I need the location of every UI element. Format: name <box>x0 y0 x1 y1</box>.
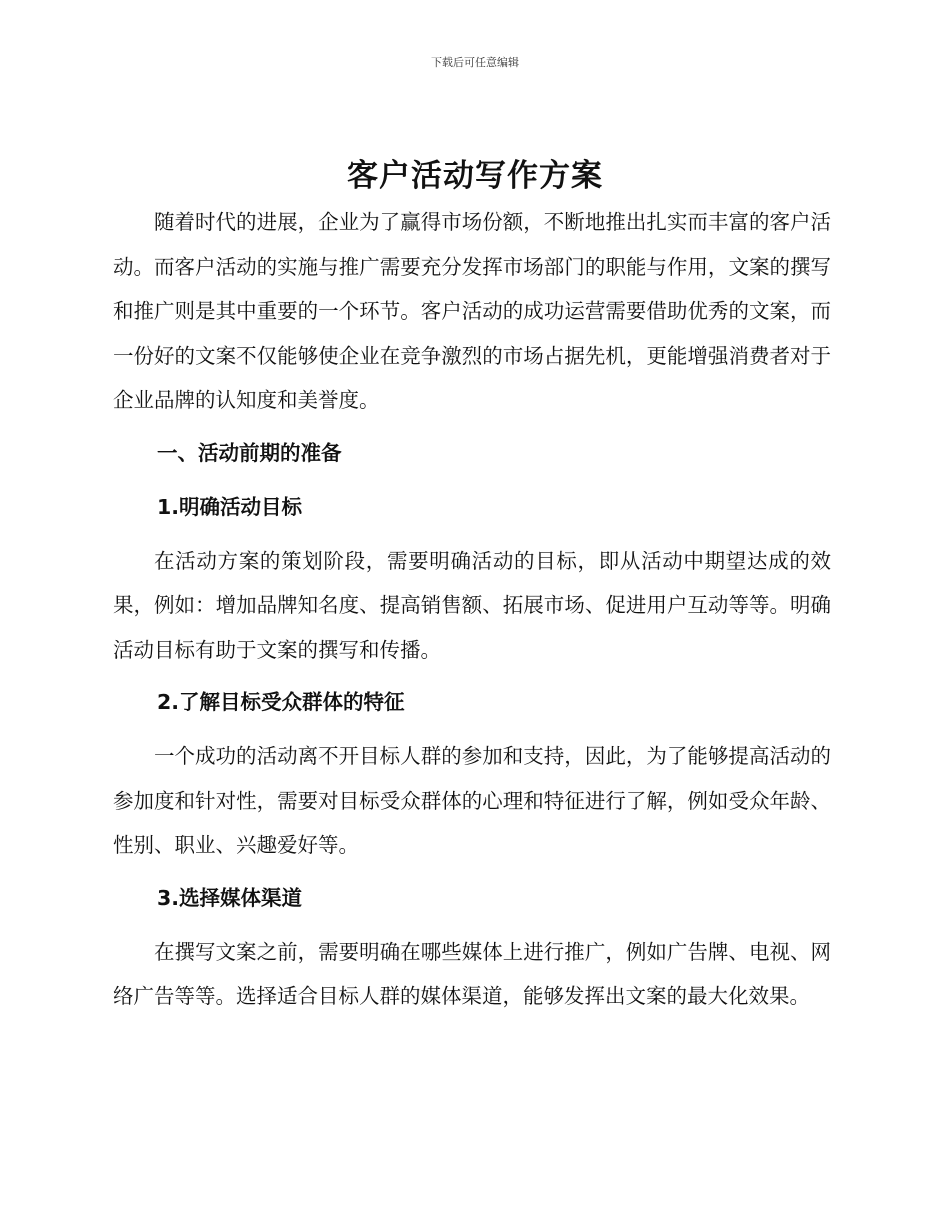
subsection-heading-2: 2.了解目标受众群体的特征 <box>157 690 405 714</box>
subsection-paragraph-3: 在撰写文案之前，需要明确在哪些媒体上进行推广，例如广告牌、电视、网络广告等等。选择适合目标人群的媒体渠道，能够发挥出文案的最大化效果。 <box>113 939 831 1008</box>
subsection-heading-3: 3.选择媒体渠道 <box>157 885 303 910</box>
intro-paragraph: 随着时代的进展，企业为了赢得市场份额，不断地推出扎实而丰富的客户活动。而客户活动的实施与推广需要充分发挥市场部门的职能与作用，文案的撰写和推广则是其中重要的一个环节。客户活动的成功运营需要借助优秀的文案，而一份好的文案不仅能够使企业在竞争激烈的市场占据先机，更能增强消费者对于企业品牌的认知度和美誉度。 <box>113 210 831 412</box>
document-body <box>113 200 831 1019</box>
subsection-heading-1: 1.明确活动目标 <box>157 494 303 519</box>
document-title: 客户活动写作方案 <box>347 158 603 194</box>
section-heading-1: 一、活动前期的准备 <box>157 440 342 465</box>
subsection-paragraph-2: 一个成功的活动离不开目标人群的参加和支持，因此，为了能够提高活动的参加度和针对性，需要对目标受众群体的心理和特征进行了解，例如受众年龄、性别、职业、兴趣爱好等。 <box>113 744 831 857</box>
page-header-note: 下载后可任意编辑 <box>431 56 519 69</box>
subsection-paragraph-1: 在活动方案的策划阶段，需要明确活动的目标，即从活动中期望达成的效果，例如：增加品牌知名度、提高销售额、拓展市场、促进用户互动等等。明确活动目标有助于文案的撰写和传播。 <box>113 548 831 662</box>
